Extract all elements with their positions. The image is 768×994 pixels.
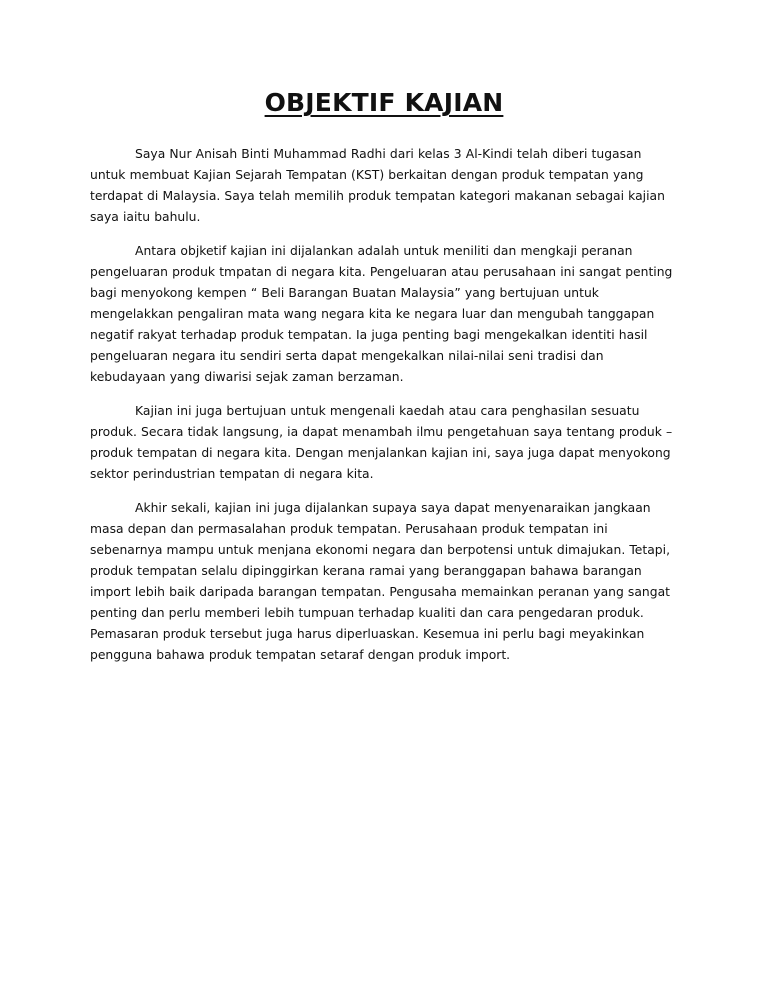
paragraph-objective: Antara objketif kajian ini dijalankan adalah untuk meniliti dan mengkaji peranan pengeluaran produk tmpatan di negara kita. Pengeluaran atau perusahaan ini sangat penting bagi menyokong kempen “ Beli Barangan Buatan Malaysia” yang bertujuan untuk mengelakkan pengaliran mata wang negara kita ke negara luar dan mengubah tanggapan negatif rakyat terhadap produk tempatan. Ia juga penting bagi mengekalkan identiti hasil pengeluaran negara itu sendiri serta dapat mengekalkan nilai-nilai seni tradisi dan kebudayaan yang diwarisi sejak zaman berzaman. (90, 244, 673, 384)
paragraph-method: Kajian ini juga bertujuan untuk mengenali kaedah atau cara penghasilan sesuatu produk. Secara tidak langsung, ia dapat menambah ilmu pengetahuan saya tentang produk –produk tempatan di negara kita. Dengan menjalankan kajian ini, saya juga dapat menyokong sektor perindustrian tempatan di negara kita. (90, 404, 673, 481)
paragraph-introduction: Saya Nur Anisah Binti Muhammad Radhi dari kelas 3 Al-Kindi telah diberi tugasan untuk membuat Kajian Sejarah Tempatan (KST) berkaitan dengan produk tempatan yang terdapat di Malaysia. Saya telah memilih produk tempatan kategori makanan sebagai kajian saya iaitu bahulu. (90, 147, 665, 224)
page-title (0, 88, 768, 118)
paragraph-conclusion: Akhir sekali, kajian ini juga dijalankan supaya saya dapat menyenaraikan jangkaan masa depan dan permasalahan produk tempatan. Perusahaan produk tempatan ini sebenarnya mampu untuk menjana ekonomi negara dan berpotensi untuk dimajukan. Tetapi, produk tempatan selalu dipinggirkan kerana ramai yang beranggapan bahawa barangan import lebih baik daripada barangan tempatan. Pengusaha memainkan peranan yang sangat penting dan perlu memberi lebih tumpuan terhadap kualiti dan cara pengedaran produk. Pemasaran produk tersebut juga harus diperluaskan. Kesemua ini perlu bagi meyakinkan pengguna bahawa produk tempatan setaraf dengan produk import. (90, 501, 670, 662)
document-body (90, 144, 680, 679)
page-title-text: OBJEKTIF KAJIAN (264, 88, 504, 117)
